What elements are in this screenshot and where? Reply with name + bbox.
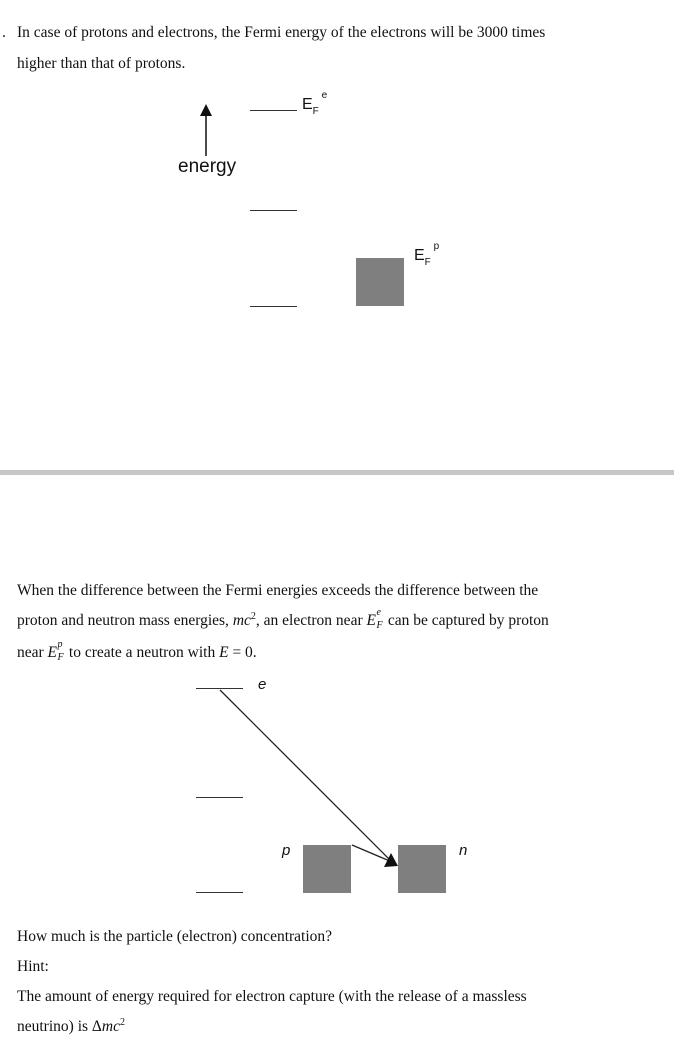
capture-line-3: near E p F to create a neutron with E = 0.	[17, 639, 257, 663]
neutron-label: n	[459, 842, 468, 859]
capture-line-1: When the difference between the Fermi energies exceeds the difference between the	[17, 582, 539, 599]
ef-proton-label: E F p	[414, 241, 440, 268]
question-text: How much is the particle (electron) concentration?	[17, 928, 333, 945]
electron-label: e	[258, 676, 267, 693]
capture-line-2: proton and neutron mass energies, $mc^2$, an electron near E e F can be captured by proton	[17, 607, 549, 631]
intro-line-2: higher than that of protons.	[17, 55, 186, 72]
hint-line-1: The amount of energy required for electron capture (with the release of a massless	[17, 988, 527, 1005]
proton-label: p	[282, 842, 291, 859]
hint-line-2: neutrino) is Δmc$^2$	[17, 1016, 125, 1035]
ef-electron-label: E F e	[302, 90, 328, 117]
neutron-block	[398, 845, 446, 893]
energy-label: energy	[178, 156, 237, 177]
intro-line-1: In case of protons and electrons, the Fermi energy of the electrons will be 3000 times	[17, 24, 546, 41]
bullet: .	[2, 24, 6, 41]
hint-label: Hint:	[17, 958, 49, 975]
proton-block	[303, 845, 351, 893]
